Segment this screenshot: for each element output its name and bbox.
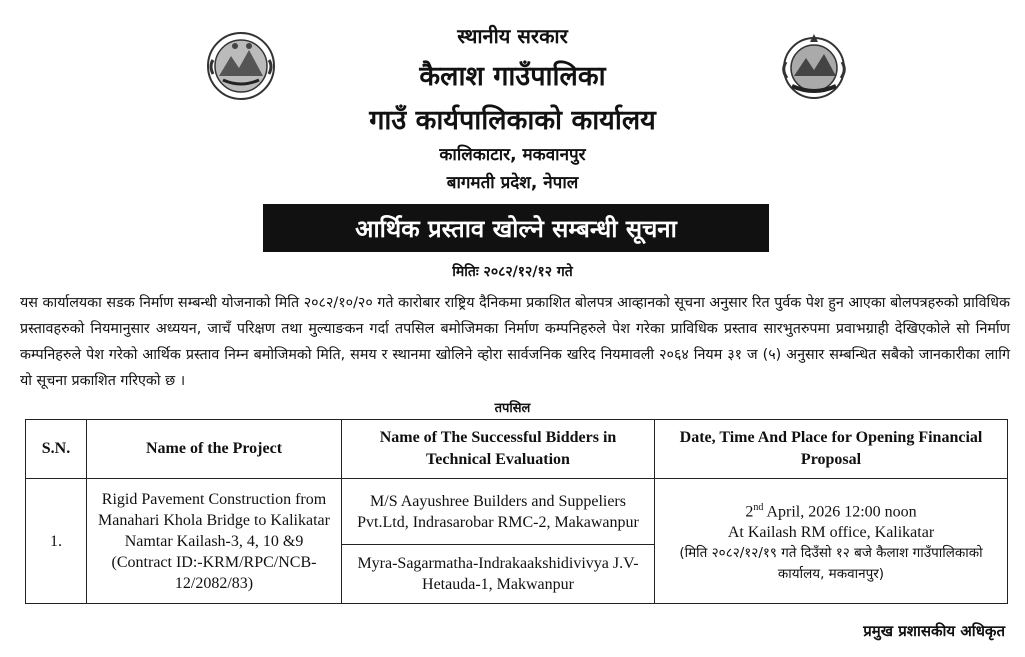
table-row [26,479,1008,545]
row-project: Rigid Pavement Construction from Manahari Khola Bridge to Kalikatar Namtar Kailash-3, 4, 10 &9 (Contract ID:-KRM/RPC/NCB-12/2082/83) [87,479,342,604]
address-line-2: बागमती प्रदेश, नेपाल [446,173,579,193]
table-header-row [26,420,1008,479]
row-opening [655,479,1008,604]
signatory-title: प्रमुख प्रशासकीय अधिकृत [863,622,1005,640]
row-bidder-2: Myra-Sagarmatha-Indrakaakshidivivya J.V-Hetauda-1, Makwanpur [342,545,655,604]
opening-place: At Kailash RM office, Kalikatar [727,524,935,542]
bid-opening-table [25,419,1008,604]
notice-body: यस कार्यालयका सडक निर्माण सम्बन्धी योजनाको मिति २०८२/१०/२० गते कारोबार राष्ट्रिय दैनिकमा प्रकाशित बोलपत्र आव्हानको सूचना अनुसार रित पुर्वक पेश हुन आएका बोलपत्रहरुको प्राविधिक प्रस्तावहरुको नियमानुसार अध्ययन, जाचँ परिक्षण तथा मुल्याङकन गर्दा तपसिल बमोजिमका निर्माण कम्पनिहरुले पेश गरेका प्राविधिक प्रस्ताव सारभुतरुपमा प्रवाभग्राही देखिएकोले सो निर्माण कम्पनिहरुले पेश गरेको आर्थिक प्रस्ताव निम्न बमोजिमको मिति, समय र स्थानमा खोलिने व्होरा सार्वजनिक खरिद नियमावली २०६४ नियम ३१ ज (५) अनुसार सम्बन्धित सबैको जानकारीका लागि यो सूचना प्रकाशित गरिएको छ । [20,295,1010,389]
address-line-1: कालिकाटार, मकवानपुर [439,145,586,165]
notice-title: आर्थिक प्रस्ताव खोल्ने सम्बन्धी सूचना [263,204,769,252]
row-bidder-1: M/S Aayushree Builders and Suppeliers Pvt.Ltd, Indrasarobar RMC-2, Makawanpur [342,479,655,545]
header-opening: Date, Time And Place for Opening Financial Proposal [655,420,1008,479]
row-sn: 1. [26,479,87,604]
notice-date: मितिः २०८२/१२/१२ गते [452,264,573,280]
header-project: Name of the Project [87,420,342,479]
header-sn: S.N. [26,420,87,479]
local-government-heading: स्थानीय सरकार [457,24,568,48]
opening-date-time [661,497,1001,522]
office-name: गाउँ कार्यपालिकाको कार्यालय [369,105,656,136]
header-bidders: Name of The Successful Bidders in Technical Evaluation [342,420,655,479]
opening-day: 2 [745,503,754,521]
details-heading: तपसिल [494,401,531,416]
rural-municipality-name: कैलाश गाउँपालिका [419,61,606,92]
opening-day-suffix: nd [753,501,764,513]
opening-date-rest: April, 2026 12:00 noon [763,503,917,521]
opening-nepali-note: (मिति २०८२/१२/१९ गते दिउँसो १२ बजे कैलाश गाउँपालिकाको कार्यालय, मकवानपुर) [679,545,983,583]
